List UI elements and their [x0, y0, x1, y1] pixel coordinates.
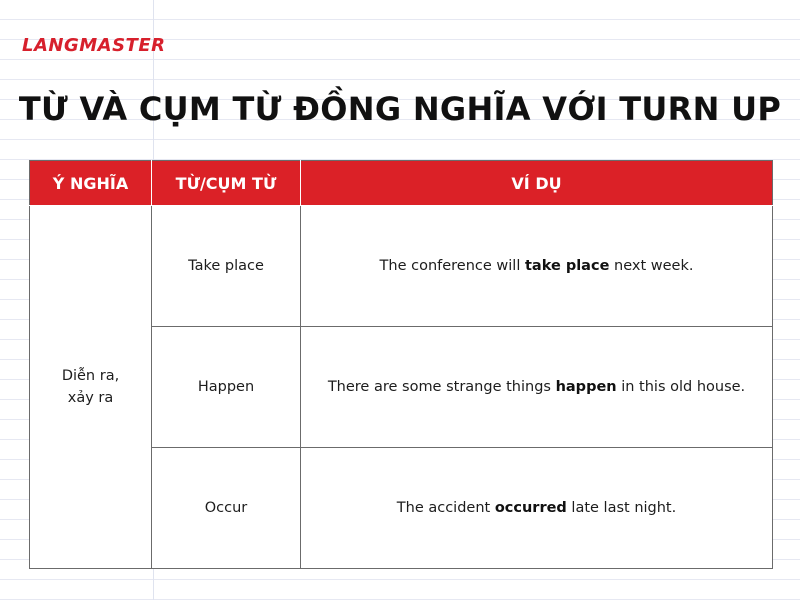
term-cell: Occur [152, 448, 301, 569]
header-example: VÍ DỤ [301, 161, 773, 206]
term-cell: Happen [152, 327, 301, 448]
example-text: in this old house. [616, 379, 746, 395]
meaning-cell [30, 206, 152, 569]
example-cell [301, 327, 773, 448]
page-title: TỪ VÀ CỤM TỪ ĐỒNG NGHĨA VỚI TURN UP [18, 90, 782, 128]
example-keyword: occurred [494, 500, 567, 516]
langmaster-logo: LANGMASTER [22, 35, 166, 56]
example-keyword: happen [555, 379, 617, 395]
table-row [30, 206, 773, 327]
example-text: The accident [396, 500, 495, 516]
example-text: late last night. [566, 500, 677, 516]
example-text: There are some strange things [327, 379, 556, 395]
example-text: The conference will [379, 258, 525, 274]
example-text: next week. [609, 258, 694, 274]
synonyms-table [29, 160, 773, 569]
meaning-line-1: Diễn ra, [61, 368, 120, 384]
table-header-row [30, 161, 773, 206]
term-cell: Take place [152, 206, 301, 327]
example-cell [301, 448, 773, 569]
header-meaning: Ý NGHĨA [30, 161, 152, 206]
header-term: TỪ/CỤM TỪ [152, 161, 301, 206]
example-keyword: take place [524, 258, 610, 274]
example-cell [301, 206, 773, 327]
meaning-line-2: xảy ra [67, 390, 114, 406]
